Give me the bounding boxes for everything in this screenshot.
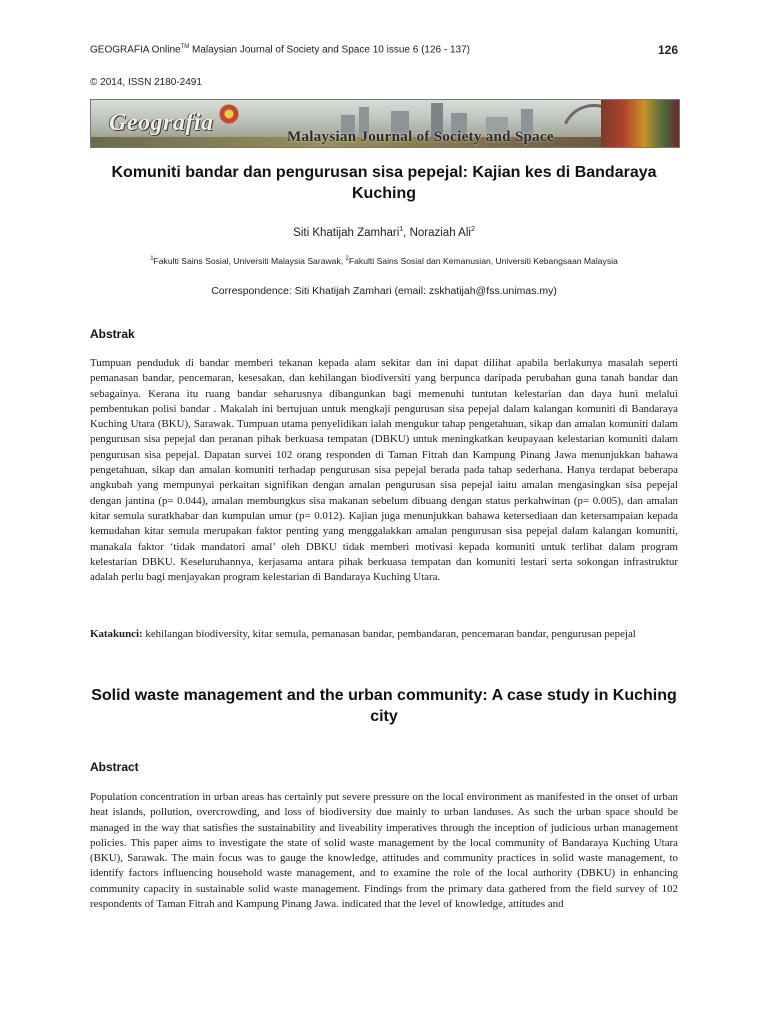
keywords-label: Katakunci: (90, 628, 143, 640)
author-list (90, 226, 678, 239)
keywords-malay (90, 627, 678, 642)
affiliation-text: Fakulti Sains Sosial dan Kemanusian, Universiti Kebangsaan Malaysia (348, 256, 618, 266)
flower-icon (219, 104, 239, 124)
keywords-text: kehilangan biodiversity, kitar semula, pemanasan bandar, pembandaran, pencemaran bandar, pengurusan pepejal (142, 628, 636, 640)
journal-name: GEOGRAFIA Online (90, 44, 181, 56)
banner-logo: Geografia (109, 110, 214, 136)
banner-journal-title: Malaysian Journal of Society and Space (287, 129, 554, 145)
affiliation-text: Fakulti Sains Sosial, Universiti Malaysia Sarawak, (153, 256, 346, 266)
abstract-heading: Abstract (90, 760, 139, 774)
abstrak-heading: Abstrak (90, 327, 135, 341)
journal-issue: Malaysian Journal of Society and Space 10 issue 6 (126 - 137) (189, 44, 470, 56)
affiliation-mark: 2 (470, 226, 475, 233)
affiliations (90, 256, 678, 266)
author-name: Siti Khatijah Zamhari (293, 226, 400, 239)
paper-title-malay: Komuniti bandar dan pengurusan sisa pepejal: Kajian kes di Bandaraya Kuching (111, 164, 657, 202)
affiliation-mark: 1 (399, 226, 404, 233)
paper-title-english: Solid waste management and the urban community: A case study in Kuching city (91, 687, 677, 725)
journal-banner (90, 99, 680, 148)
people-photo (601, 100, 679, 147)
issn-line: © 2014, ISSN 2180-2491 (90, 77, 202, 88)
running-header (90, 44, 678, 55)
author-separator: , (403, 226, 410, 239)
affiliation-mark: 1 (150, 256, 154, 263)
abstrak-paragraph: Tumpuan penduduk di bandar memberi tekanan kepada alam sekitar dan ini dapat dilihat apabila berlakunya masalah seperti pemanasan bandar, pencemaran, kesesakan, dan kehilangan biodiversiti yang berpunca daripada perubahan guna tanah bandar dan sebagainya. Kerana itu ruang bandar seharusnya dibangunkan bagi memenuhi tuntutan kelestarian dan daya huni melalui pembentukan polisi bandar . Makalah ini bertujuan untuk mengkaji pengurusan sisa pepejal dalam kalangan komuniti di Bandaraya Kuching Utara (BKU), Sarawak. Tumpuan utama penyelidikan ialah mengukur tahap pengetahuan, sikap dan amalan komuniti dalam pengurusan sisa pepejal dan peranan pihak berkuasa tempatan (DBKU) untuk meningkatkan keupayaan kelestarian komuniti dalam pengurusan sisa pepejal. Dapatan survei 102 orang responden di Taman Fitrah dan Kampung Pinang Jawa menunjukkan bahawa pengetahuan, sikap dan amalan komuniti terhadap pengurusan sisa pepejal berada pada tahap sederhana. Hanya terdapat beberapa angkubah yang mempunyai perkaitan signifikan dengan amalan pengurusan sisa pepejal iaitu amalan mengasingkan sisa pepejal dengan jantina (p= 0.044), amalan membungkus sisa makanan sebelum dibuang dengan status perkahwinan (p= 0.005), dan amalan kitar semula suratkhabar dan kumpulan umur (p= 0.012). Kajian juga menunjukkan bahawa ketersediaan dan ketersampaian kepada kemudahan kitar semula merupakan faktor penting yang menggalakkan amalan pengurusan sisa pepejal dalam kalangan komuniti, manakala faktor ‘tidak mandatori amal’ oleh DBKU tidak memberi motivasi kepada komuniti untuk terlibat dalam program kelestarian DBKU. Keseluruhannya, kerjasama antara pihak berkuasa tempatan dan komuniti lestari serta sokongan infrastruktur adalah perlu bagi menjayakan program kelestarian di Bandaraya Kuching Utara. (90, 357, 678, 584)
author-name: Noraziah Ali (409, 226, 471, 239)
trademark-mark: TM (180, 44, 190, 50)
correspondence-line: Correspondence: Siti Khatijah Zamhari (email: zskhatijah@fss.unimas.my) (211, 285, 557, 297)
abstract-paragraph: Population concentration in urban areas has certainly put severe pressure on the local environment as manifested in the onset of urban heat islands, pollution, overcrowding, and loss of biodiversity due mainly to urban landuses. As such the urban space should be managed in the way that satisfies the sustainability and liveability imperatives through the inception of judicious urban management policies. This paper aims to investigate the state of solid waste management by the local community of Bandaraya Kuching Utara (BKU), Sarawak. The main focus was to gauge the knowledge, attitudes and community practices in solid waste management, to identify factors influencing household waste management, and to examine the role of the local authority (DBKU) in enhancing community capacity in sustainable solid waste management. Findings from the primary data gathered from the field survey of 102 respondents of Taman Fitrah and Kampung Pinang Jawa. indicated that the level of knowledge, attitudes and (90, 791, 678, 911)
affiliation-mark: 2 (345, 256, 349, 263)
page-number: 126 (657, 43, 678, 57)
